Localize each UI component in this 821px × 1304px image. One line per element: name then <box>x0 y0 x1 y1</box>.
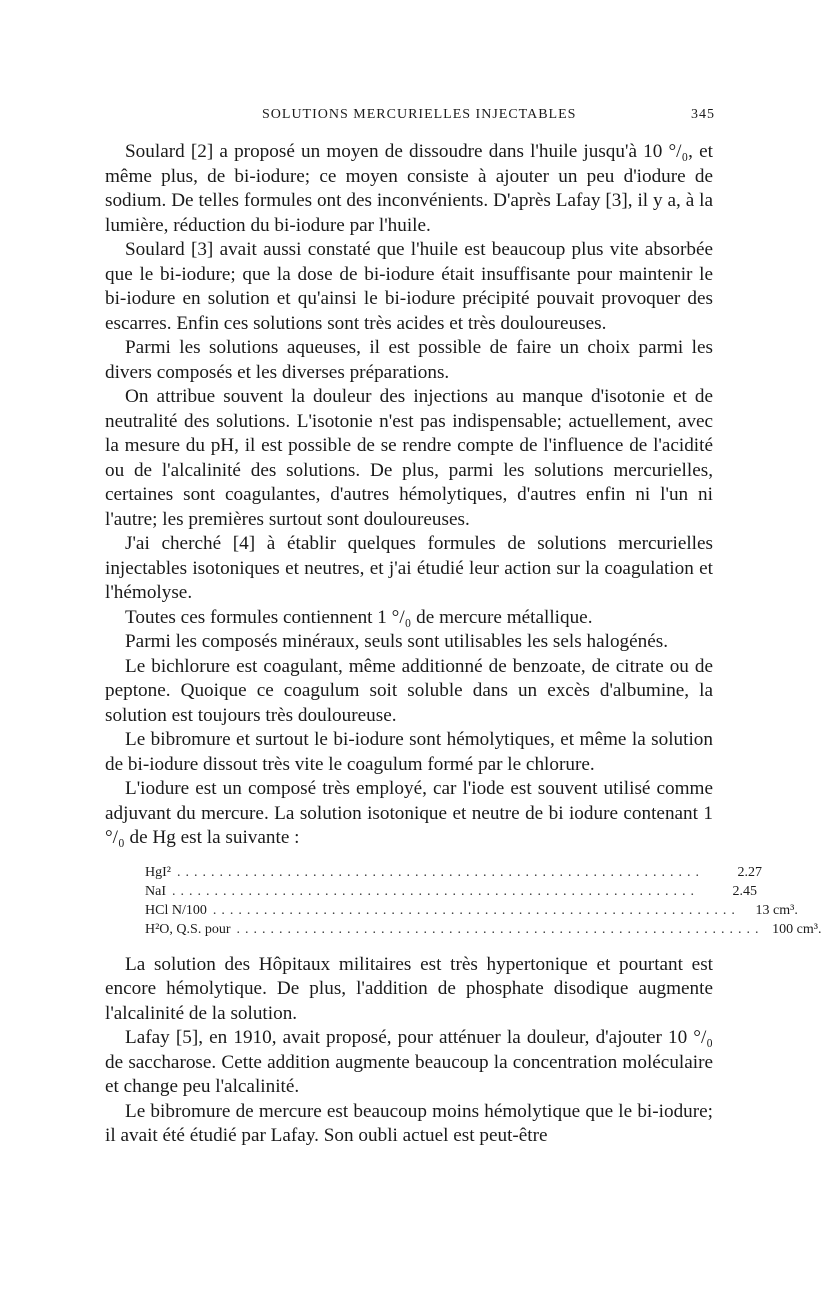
paragraph: Le bibromure de mercure est beaucoup moins hémolytique que le bi-iodure; il avait été étudié par Lafay. Son oubli actuel est peut-être <box>105 1100 713 1146</box>
leader-dots: .............................................................. <box>212 902 740 918</box>
paragraph: J'ai cherché [4] à établir quelques formules de solutions mercurielles injectables isotoniques et neutres, et j'ai étudié leur action sur la coagulation et l'hémolyse. <box>105 533 713 603</box>
paragraph: La solution des Hôpitaux militaires est très hypertonique et pourtant est encore hémolytique. De plus, l'addition de phosphate disodique augmente l'alcalinité de la solution. <box>105 953 713 1024</box>
formula-ingredient: HCl N/100 <box>145 902 207 918</box>
paragraph: Lafay [5], en 1910, avait proposé, pour atténuer la douleur, d'ajouter 10 °/₀ de saccharose. Cette addition augmente beaucoup la concentration moléculaire et change peu l'alcalinité. <box>105 1027 713 1097</box>
formula-row <box>145 920 821 939</box>
running-title: SOLUTIONS MERCURIELLES INJECTABLES <box>262 107 577 122</box>
formula-ingredient: NaI <box>145 883 166 899</box>
paragraph: Parmi les composés minéraux, seuls sont utilisables les sels halogénés. <box>125 631 669 652</box>
leader-dots: .............................................................. <box>176 864 704 880</box>
paragraph: Le bibromure et surtout le bi-iodure sont hémolytiques, et même la solution de bi-iodure dissout très vite le coagulum formé par le chlorure. <box>105 729 713 775</box>
formula-ingredient: H²O, Q.S. pour <box>145 921 231 937</box>
paragraph: L'iodure est un composé très employé, car l'iode est souvent utilisé comme adjuvant du mercure. La solution isotonique et neutre de bi iodure contenant 1 °/₀ de Hg est la suivante : <box>105 778 713 848</box>
paragraph: Toutes ces formules contiennent 1 °/₀ de mercure métallique. <box>125 606 593 628</box>
paragraph: Le bichlorure est coagulant, même additionné de benzoate, de citrate ou de peptone. Quoique ce coagulum soit soluble dans un excès d'albumine, la solution est toujours très douloureuse. <box>105 655 713 726</box>
leader-dots: .............................................................. <box>236 921 764 937</box>
paragraph: Parmi les solutions aqueuses, il est possible de faire un choix parmi les divers composés et les diverses préparations. <box>105 337 713 383</box>
formula-table <box>145 863 821 939</box>
paragraph: On attribue souvent la douleur des injections au manque d'isotonie et de neutralité des solutions. L'isotonie n'est pas indispensable; actuellement, avec la mesure du pH, il est possible de se rendre compte de l'influence de l'acidité ou de l'alcalinité des solutions. De plus, parmi les solutions mercurielles, certaines sont coagulantes, d'autres hémolytiques, d'autres enfin ni l'un ni l'autre; les premières surtout sont douloureuses. <box>105 386 713 530</box>
page-number: 345 <box>691 107 715 122</box>
paragraph: Soulard [3] avait aussi constaté que l'huile est beaucoup plus vite absorbée que le bi-iodure; que la dose de bi-iodure était insuffisante pour maintenir le bi-iodure en solution et qu'ainsi le bi-iodure précipité pouvait provoquer des escarres. Enfin ces solutions sont très acides et très douloureuses. <box>105 239 713 334</box>
body-text <box>105 140 821 1149</box>
formula-amount: 2.27 <box>737 864 762 880</box>
formula-row <box>145 882 757 901</box>
paragraph: Soulard [2] a proposé un moyen de dissoudre dans l'huile jusqu'à 10 °/₀, et même plus, de bi-iodure; ce moyen consiste à ajouter un peu d'iodure de sodium. De telles formules ont des inconvénients. D'après Lafay [3], il y a, à la lumière, réduction du bi-iodure par l'huile. <box>105 141 713 236</box>
formula-row <box>145 901 798 920</box>
formula-amount: 2.45 <box>732 883 757 899</box>
formula-ingredient: HgI² <box>145 864 171 880</box>
formula-row <box>145 863 762 882</box>
formula-amount: 13 cm³. <box>755 902 798 918</box>
leader-dots: .............................................................. <box>172 883 699 899</box>
formula-amount: 100 cm³. <box>772 921 821 937</box>
